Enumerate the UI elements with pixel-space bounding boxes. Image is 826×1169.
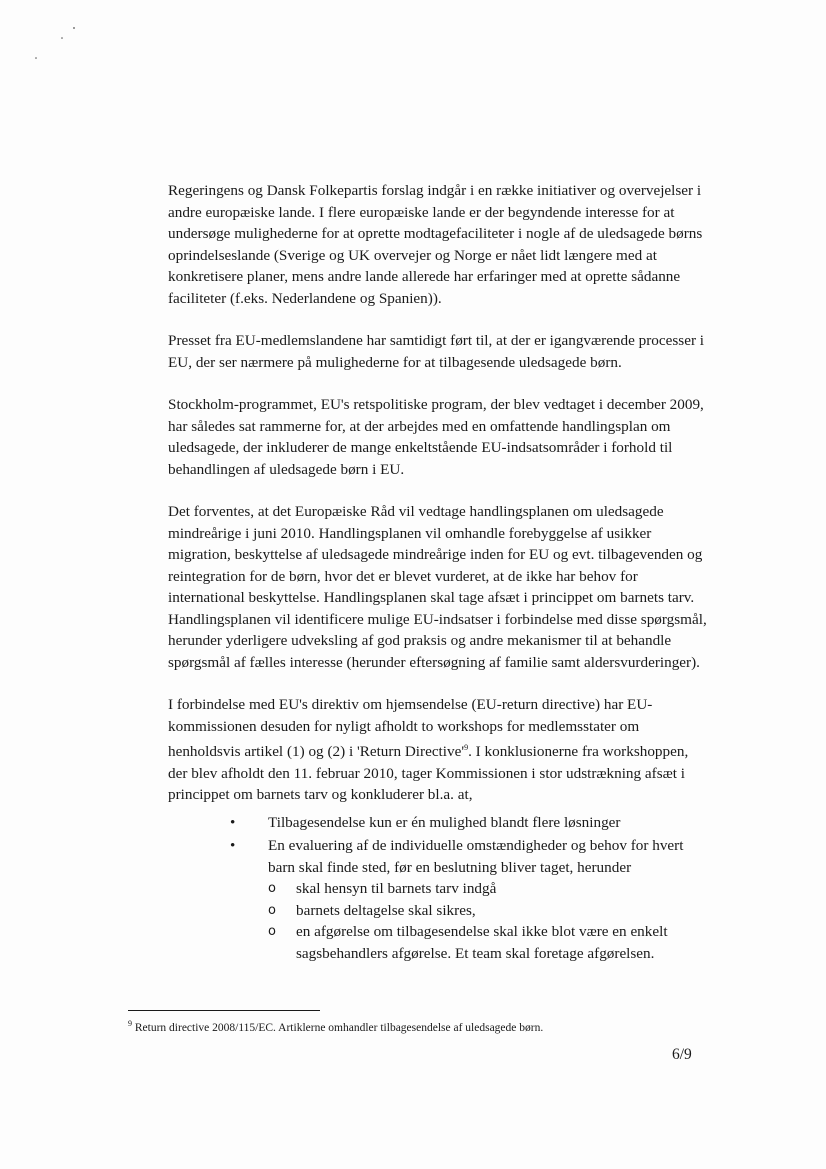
paragraph-4: Det forventes, at det Europæiske Råd vil vedtage handlingsplanen om uledsagede mindreårige i juni 2010. Handlingsplanen vil omhandle forebyggelse af usikker migration, beskyttelse af uledsagede mindreårige inden for EU og evt. tilbagevenden og reintegration for de børn, hvor det er blevet vurderet, at de ikke har behov for international beskyttelse. Handlingsplanen skal tage afsæt i princippet om barnets tarv. Handlingsplanen vil identificere mulige EU-indsatser i forbindelse med disse spørgsmål, herunder yderligere udveksling af god praksis og andre mekanismer til at behandle spørgsmål af fælles interesse (herunder eftersøgning af familie samt aldersvurderinger).: [168, 503, 707, 671]
sub-list-item: [270, 921, 708, 964]
scan-specks: [28, 22, 88, 72]
footnote-text: Return directive 2008/115/EC. Artiklerne omhandler tilbagesendelse af uledsagede børn.: [132, 1021, 544, 1034]
body-text: [168, 180, 708, 966]
sub-list-item-text: skal hensyn til barnets tarv indgå: [296, 880, 497, 898]
footnote-number: 9: [128, 1019, 132, 1028]
scan-speck: [61, 37, 63, 39]
paragraph-5-text-cont: . I konklusionerne fra workshoppen, der blev afholdt den 11. februar 2010, tager Kommissionen i stor udstrækning afsæt i princippet om barnets tarv og konkluderer bl.a. at,: [168, 743, 689, 804]
list-item: [228, 835, 708, 964]
bullet-list: [168, 812, 708, 965]
sub-list-item: [270, 900, 708, 922]
paragraph-5-text: I forbindelse med EU's direktiv om hjemsendelse (EU-return directive) har EU-kommissionen desuden for nyligt afholdt to workshops for medlemsstater om henholdsvis artikel (1) og (2) i 'Return Directive': [168, 696, 653, 761]
sub-list-item-text: barnets deltagelse skal sikres,: [296, 901, 476, 919]
scan-speck: [35, 57, 37, 59]
sub-list-item: [270, 878, 708, 900]
page-number: 6/9: [672, 1046, 692, 1063]
sub-bullet-marker: o: [268, 924, 276, 940]
list-item-text: En evaluering af de individuelle omstændigheder og behov for hvert barn skal finde sted, før en beslutning bliver taget, herunder: [268, 837, 684, 876]
paragraph-1: Regeringens og Dansk Folkepartis forslag indgår i en række initiativer og overvejelser i andre europæiske lande. I flere europæiske lande er der begyndende interesse for at undersøge mulighederne for at oprette modtagefaciliteter i nogle af de uledsagede børns oprindelseslande (Sverige og UK overvejer og Norge er nået lidt længere med at konkretisere planer, mens andre lande allerede har erfaringer med at oprette sådanne faciliteter (f.eks. Nederlandene og Spanien)).: [168, 182, 703, 307]
list-item-text: Tilbagesendelse kun er én mulighed blandt flere løsninger: [268, 813, 621, 831]
list-item: [228, 812, 708, 834]
paragraph-3: Stockholm-programmet, EU's retspolitiske program, der blev vedtaget i december 2009, har således sat rammerne for, at der arbejdes med en omfattende handlingsplan om uledsagede, der inkluderer de mange enkeltstående EU-indsatsområder i forhold til behandlingen af uledsagede børn i EU.: [168, 396, 704, 478]
footnote-reference[interactable]: 9: [464, 743, 469, 752]
paragraph-5: [168, 694, 708, 806]
paragraph-2: Presset fra EU-medlemslandene har samtidigt ført til, at der er igangværende processer i EU, der ser nærmere på mulighederne for at tilbagesende uledsagede børn.: [168, 332, 705, 371]
sub-list-item-text: en afgørelse om tilbagesendelse skal ikke blot være en enkelt sagsbehandlers afgørelse. Et team skal foretage afgørelsen.: [296, 923, 668, 962]
footnote: [128, 1016, 728, 1036]
bullet-marker: •: [230, 837, 236, 855]
sub-bullet-list: [268, 878, 708, 964]
bullet-marker: •: [230, 813, 236, 831]
scan-speck: [73, 27, 75, 29]
sub-bullet-marker: o: [268, 881, 276, 897]
footnote-divider: [128, 1010, 320, 1011]
sub-bullet-marker: o: [268, 902, 276, 918]
